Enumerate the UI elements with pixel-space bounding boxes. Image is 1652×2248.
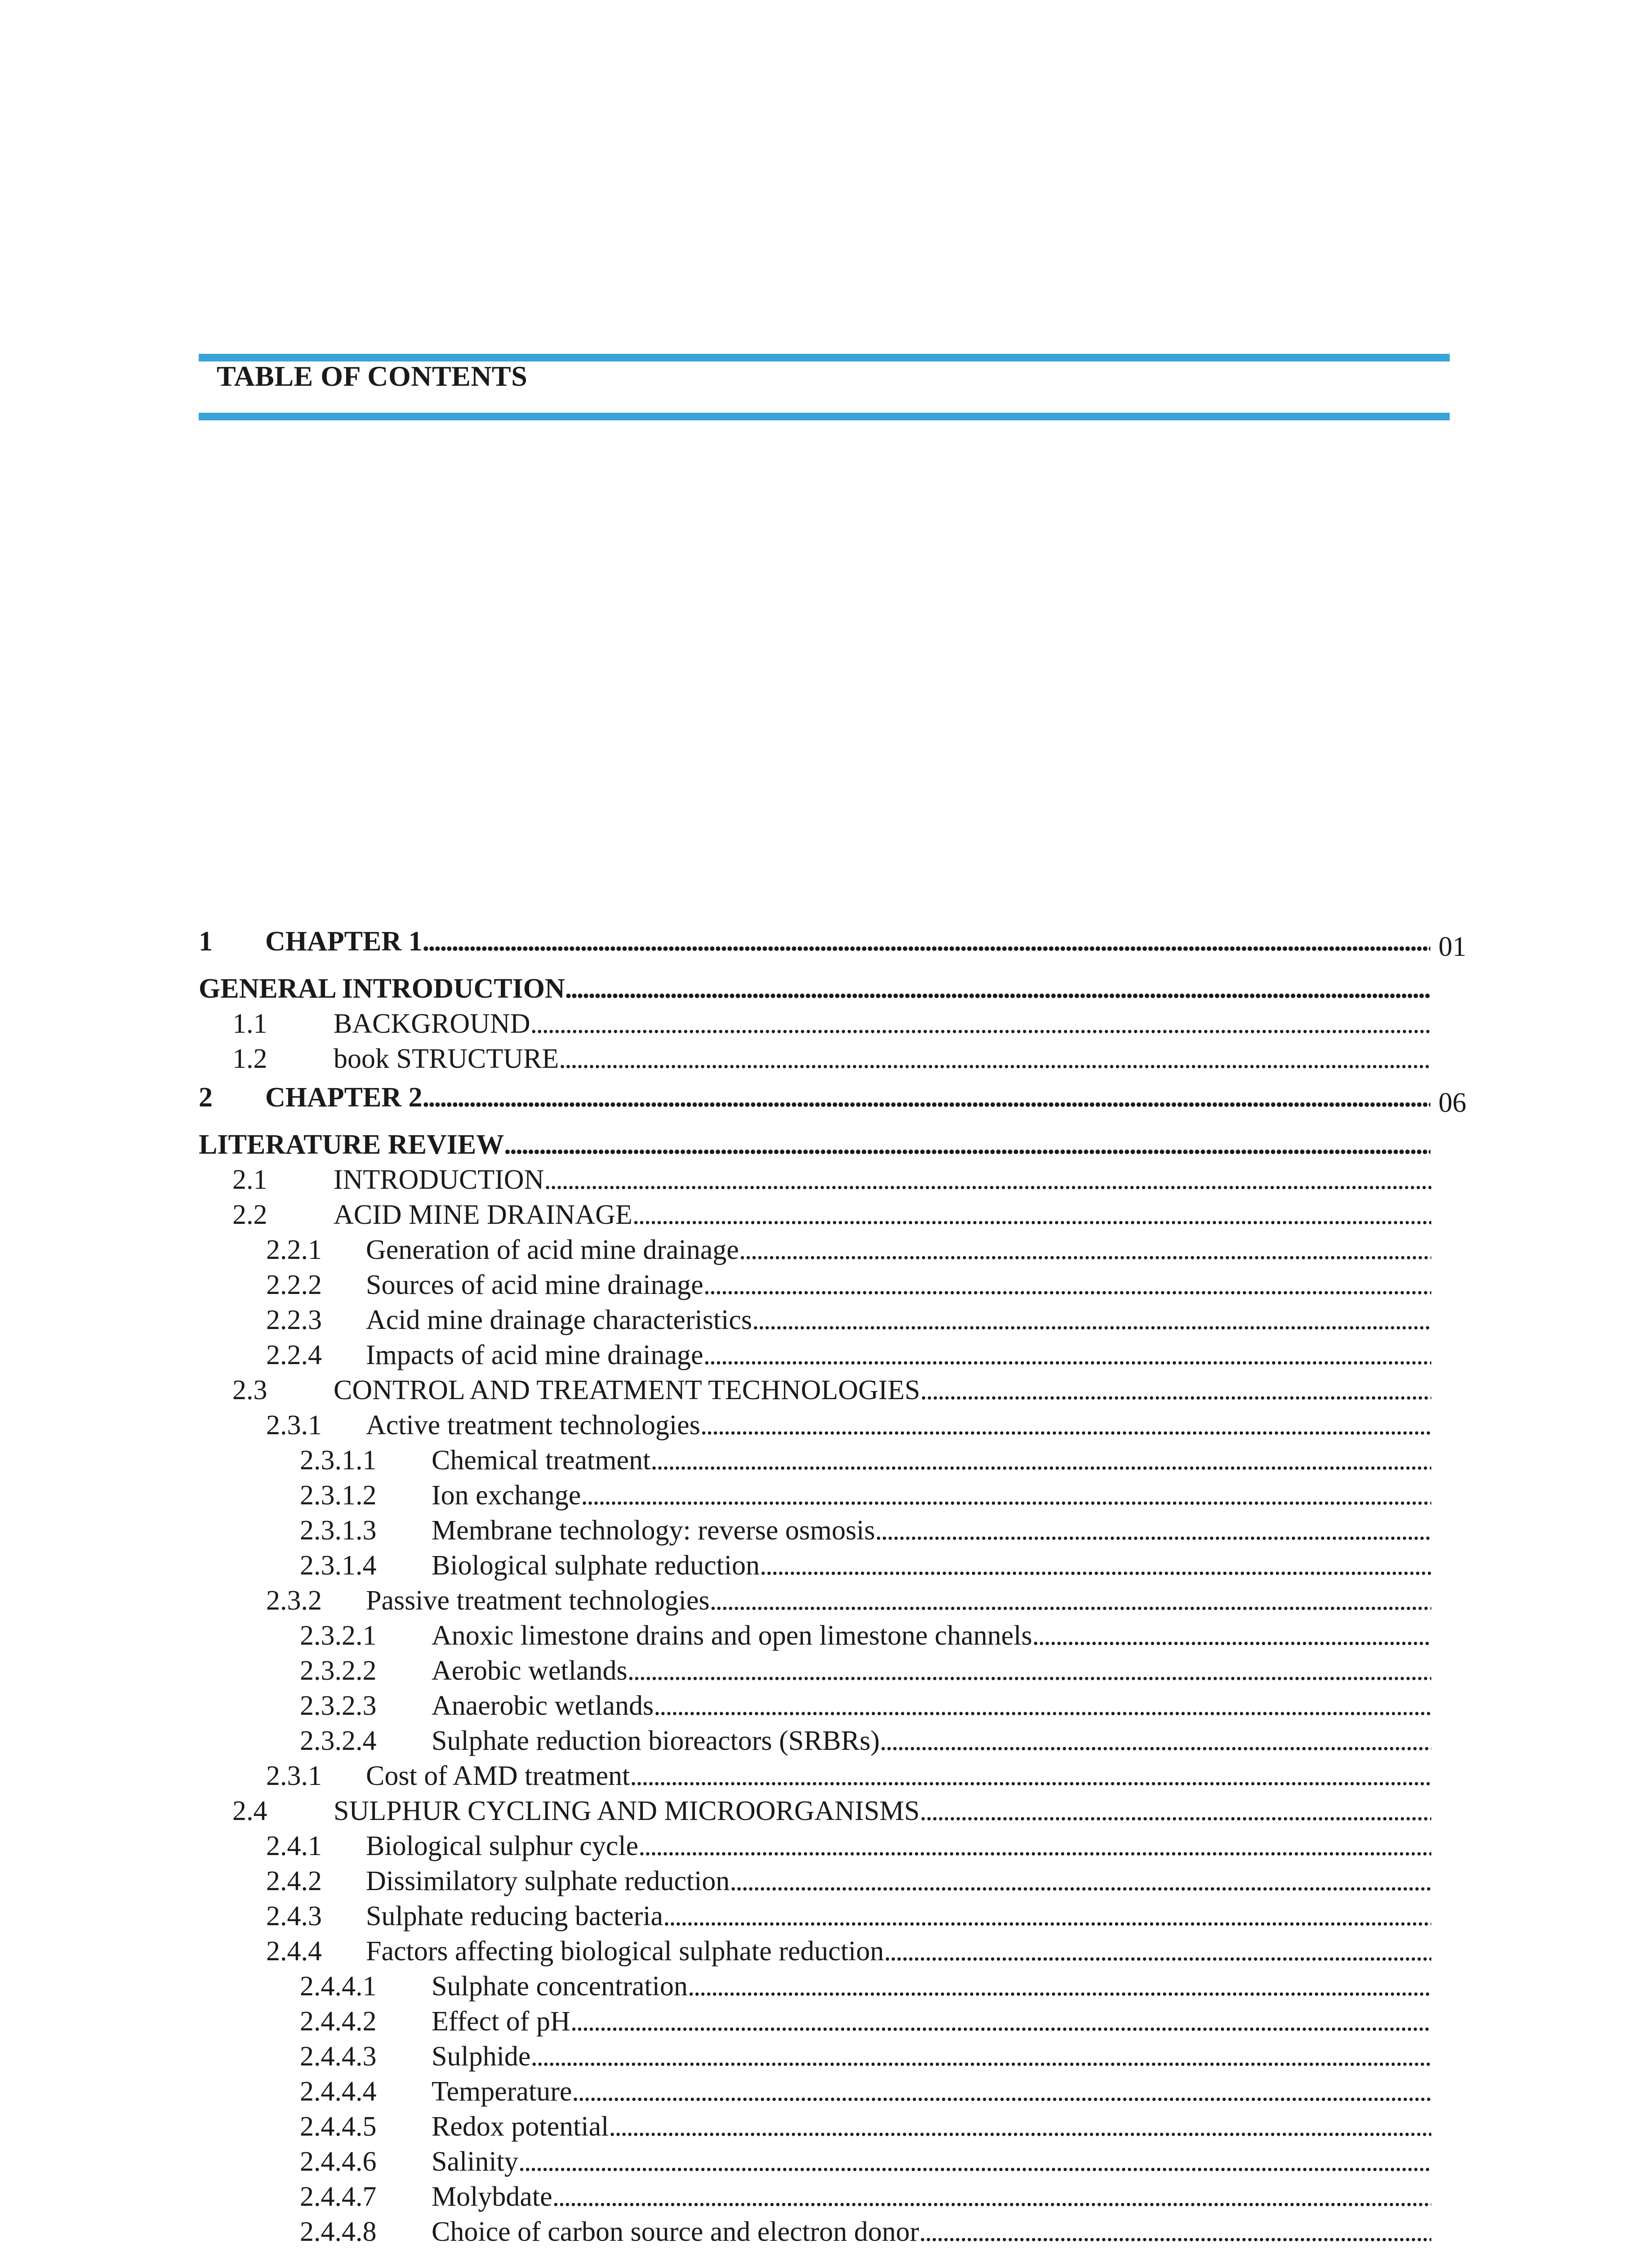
- toc-entry-number: 2.4.4.8: [300, 2217, 377, 2247]
- toc-chapter-entry[interactable]: [199, 1080, 1475, 1127]
- toc-entry[interactable]: [199, 2004, 1475, 2039]
- toc-entry-title: Sulphate concentration: [432, 1971, 688, 2002]
- toc-page-number: 06: [1438, 1088, 1466, 1118]
- toc-entry-number: 2.3.1.4: [300, 1550, 377, 1581]
- table-of-contents: [199, 924, 1475, 2248]
- toc-entry-number: 2.3: [232, 1375, 267, 1405]
- toc-entry-title: book STRUCTURE: [334, 1044, 559, 1074]
- toc-entry[interactable]: [199, 1232, 1475, 1267]
- dot-leader: [650, 1443, 1431, 1478]
- dot-leader: [739, 1232, 1431, 1267]
- toc-entry-title: Molybdate: [432, 2181, 552, 2212]
- toc-entry[interactable]: [199, 1162, 1475, 1197]
- dot-leader: [632, 1197, 1431, 1232]
- toc-entry-title: Ion exchange: [432, 1480, 581, 1511]
- toc-entry-title: Anoxic limestone drains and open limestone channels: [432, 1620, 1033, 1651]
- toc-entry-title: Choice of carbon source and electron donor: [432, 2217, 919, 2247]
- toc-entry-number: 2.3.2.3: [300, 1690, 377, 1721]
- toc-entry-title: SULPHUR CYCLING AND MICROORGANISMS: [334, 1796, 920, 1826]
- toc-entry-title: CHAPTER 1: [265, 926, 423, 957]
- toc-entry[interactable]: [199, 1653, 1475, 1688]
- toc-chapter-entry[interactable]: [199, 924, 1475, 971]
- toc-entry-title: Sources of acid mine drainage: [366, 1270, 704, 1300]
- toc-entry[interactable]: [199, 1478, 1475, 1513]
- toc-entry-number: 2.4.4.2: [300, 2006, 377, 2037]
- toc-entry[interactable]: [199, 2039, 1475, 2074]
- toc-entry-number: 2: [199, 1082, 213, 1113]
- toc-entry-number: 2.2.2: [266, 1270, 322, 1300]
- toc-entry-title: BACKGROUND: [334, 1008, 530, 1039]
- toc-entry[interactable]: [199, 2214, 1475, 2248]
- dot-leader: [530, 2039, 1431, 2074]
- toc-entry-title: Membrane technology: reverse osmosis: [432, 1515, 875, 1546]
- toc-entry-number: 2.4.4.3: [300, 2041, 377, 2072]
- dot-leader: [730, 1864, 1431, 1899]
- dot-leader: [630, 1758, 1431, 1793]
- toc-entry-title: Sulphide: [432, 2041, 531, 2072]
- toc-entry-number: 2.3.1.3: [300, 1515, 377, 1546]
- dot-leader: [504, 1127, 1430, 1162]
- toc-entry[interactable]: [199, 1934, 1475, 1969]
- dot-leader: [570, 2004, 1431, 2039]
- header-rule-bottom: [199, 413, 1450, 420]
- toc-entry[interactable]: [199, 1006, 1475, 1041]
- dot-leader: [544, 1162, 1431, 1197]
- toc-entry-number: 2.1: [232, 1164, 267, 1195]
- toc-entry[interactable]: [199, 1197, 1475, 1232]
- toc-entry-number: 2.4.4.5: [300, 2111, 377, 2142]
- toc-entry-title: LITERATURE REVIEW: [199, 1129, 504, 1160]
- page-title: TABLE OF CONTENTS: [217, 360, 528, 392]
- toc-entry-number: 2.4.4.6: [300, 2146, 377, 2177]
- dot-leader: [1032, 1618, 1431, 1653]
- toc-entry[interactable]: [199, 1408, 1475, 1443]
- toc-entry[interactable]: [199, 1041, 1475, 1076]
- toc-entry-title: Sulphate reduction bioreactors (SRBRs): [432, 1726, 880, 1756]
- toc-entry[interactable]: [199, 1267, 1475, 1302]
- toc-entry[interactable]: [199, 2074, 1475, 2109]
- toc-entry-number: 2.4.1: [266, 1831, 322, 1861]
- toc-entry-number: 2.3.2.4: [300, 1726, 377, 1756]
- dot-leader: [704, 1338, 1431, 1373]
- toc-entry-number: 2.3.2: [266, 1585, 322, 1616]
- toc-entry-title: Biological sulphate reduction: [432, 1550, 760, 1581]
- toc-entry-title: Chemical treatment: [432, 1445, 651, 1476]
- dot-leader: [552, 2179, 1431, 2214]
- toc-entry-title: Effect of pH: [432, 2006, 570, 2037]
- dot-leader: [700, 1408, 1431, 1443]
- toc-entry-number: 2.3.1: [266, 1410, 322, 1441]
- toc-entry-title: Generation of acid mine drainage: [366, 1235, 739, 1265]
- toc-entry[interactable]: [199, 1864, 1475, 1899]
- toc-entry-title: Salinity: [432, 2146, 518, 2177]
- toc-entry-title: Acid mine drainage characteristics: [366, 1305, 752, 1335]
- toc-entry[interactable]: [199, 1513, 1475, 1548]
- dot-leader: [709, 1583, 1431, 1618]
- dot-leader: [704, 1267, 1431, 1302]
- toc-entry-title: Aerobic wetlands: [432, 1655, 628, 1686]
- toc-entry-number: 1.1: [232, 1008, 267, 1039]
- toc-entry-title: INTRODUCTION: [334, 1164, 544, 1195]
- toc-entry[interactable]: [199, 1688, 1475, 1723]
- dot-leader: [628, 1653, 1431, 1688]
- dot-leader: [638, 1829, 1431, 1864]
- toc-entry-title: Temperature: [432, 2076, 572, 2107]
- toc-entry-title: Factors affecting biological sulphate reduction: [366, 1936, 884, 1967]
- toc-entry-title: CONTROL AND TREATMENT TECHNOLOGIES: [334, 1375, 920, 1405]
- toc-entry[interactable]: [199, 1793, 1475, 1829]
- toc-entry-number: 2.2.3: [266, 1305, 322, 1335]
- dot-leader: [423, 924, 1430, 971]
- toc-entry-number: 2.2.1: [266, 1235, 322, 1265]
- dot-leader: [760, 1548, 1431, 1583]
- toc-entry-title: Passive treatment technologies: [366, 1585, 710, 1616]
- dot-leader: [752, 1302, 1431, 1338]
- toc-entry[interactable]: [199, 1302, 1475, 1338]
- dot-leader: [688, 1969, 1431, 2004]
- dot-leader: [880, 1723, 1431, 1758]
- toc-entry[interactable]: [199, 1618, 1475, 1653]
- toc-entry-title: CHAPTER 2: [265, 1082, 423, 1113]
- toc-entry[interactable]: [199, 1338, 1475, 1373]
- dot-leader: [559, 1041, 1431, 1076]
- toc-entry[interactable]: [199, 1758, 1475, 1793]
- toc-entry-title: Anaerobic wetlands: [432, 1690, 654, 1721]
- toc-entry-number: 1: [199, 926, 213, 957]
- toc-entry[interactable]: [199, 1548, 1475, 1583]
- toc-entry[interactable]: [199, 1969, 1475, 2004]
- toc-entry-number: 2.3.2.1: [300, 1620, 377, 1651]
- toc-chapter-title[interactable]: [199, 1127, 1475, 1162]
- toc-entry-title: GENERAL INTRODUCTION: [199, 973, 565, 1004]
- toc-entry-number: 2.2: [232, 1200, 267, 1230]
- dot-leader: [530, 1006, 1431, 1041]
- toc-entry-number: 2.4.4: [266, 1936, 322, 1967]
- toc-entry-number: 2.3.1.2: [300, 1480, 377, 1511]
- dot-leader: [565, 971, 1430, 1006]
- toc-entry[interactable]: [199, 1829, 1475, 1864]
- toc-entry-number: 2.3.1.1: [300, 1445, 377, 1476]
- toc-entry[interactable]: [199, 2109, 1475, 2144]
- dot-leader: [884, 1934, 1431, 1969]
- dot-leader: [875, 1513, 1431, 1548]
- dot-leader: [919, 2214, 1431, 2248]
- dot-leader: [920, 1793, 1431, 1829]
- dot-leader: [518, 2144, 1431, 2179]
- toc-entry-title: Redox potential: [432, 2111, 609, 2142]
- toc-entry-number: 2.4.3: [266, 1901, 322, 1931]
- toc-entry-number: 1.2: [232, 1044, 267, 1074]
- toc-entry-title: Cost of AMD treatment: [366, 1761, 630, 1791]
- toc-page-number: 01: [1438, 932, 1466, 962]
- toc-entry[interactable]: [199, 1583, 1475, 1618]
- dot-leader: [572, 2074, 1431, 2109]
- toc-entry[interactable]: [199, 2179, 1475, 2214]
- toc-entry-number: 2.4: [232, 1796, 267, 1826]
- dot-leader: [663, 1899, 1431, 1934]
- toc-entry[interactable]: [199, 2144, 1475, 2179]
- dot-leader: [654, 1688, 1431, 1723]
- toc-entry-number: 2.4.2: [266, 1866, 322, 1896]
- toc-entry-number: 2.3.1: [266, 1761, 322, 1791]
- toc-entry-number: 2.4.4.1: [300, 1971, 377, 2002]
- dot-leader: [920, 1373, 1431, 1408]
- toc-entry-title: Active treatment technologies: [366, 1410, 700, 1441]
- toc-entry-number: 2.2.4: [266, 1340, 322, 1370]
- toc-entry-title: Biological sulphur cycle: [366, 1831, 639, 1861]
- toc-entry[interactable]: [199, 1723, 1475, 1758]
- toc-entry[interactable]: [199, 1443, 1475, 1478]
- toc-entry[interactable]: [199, 1373, 1475, 1408]
- toc-entry-title: Impacts of acid mine drainage: [366, 1340, 704, 1370]
- dot-leader: [609, 2109, 1431, 2144]
- toc-entry-title: Sulphate reducing bacteria: [366, 1901, 663, 1931]
- toc-entry[interactable]: [199, 1899, 1475, 1934]
- dot-leader: [423, 1080, 1430, 1127]
- toc-entry-number: 2.3.2.2: [300, 1655, 377, 1686]
- toc-entry-number: 2.4.4.4: [300, 2076, 377, 2107]
- toc-entry-title: ACID MINE DRAINAGE: [334, 1200, 632, 1230]
- dot-leader: [581, 1478, 1431, 1513]
- toc-entry-number: 2.4.4.7: [300, 2181, 377, 2212]
- toc-chapter-title[interactable]: [199, 971, 1475, 1006]
- toc-entry-title: Dissimilatory sulphate reduction: [366, 1866, 730, 1896]
